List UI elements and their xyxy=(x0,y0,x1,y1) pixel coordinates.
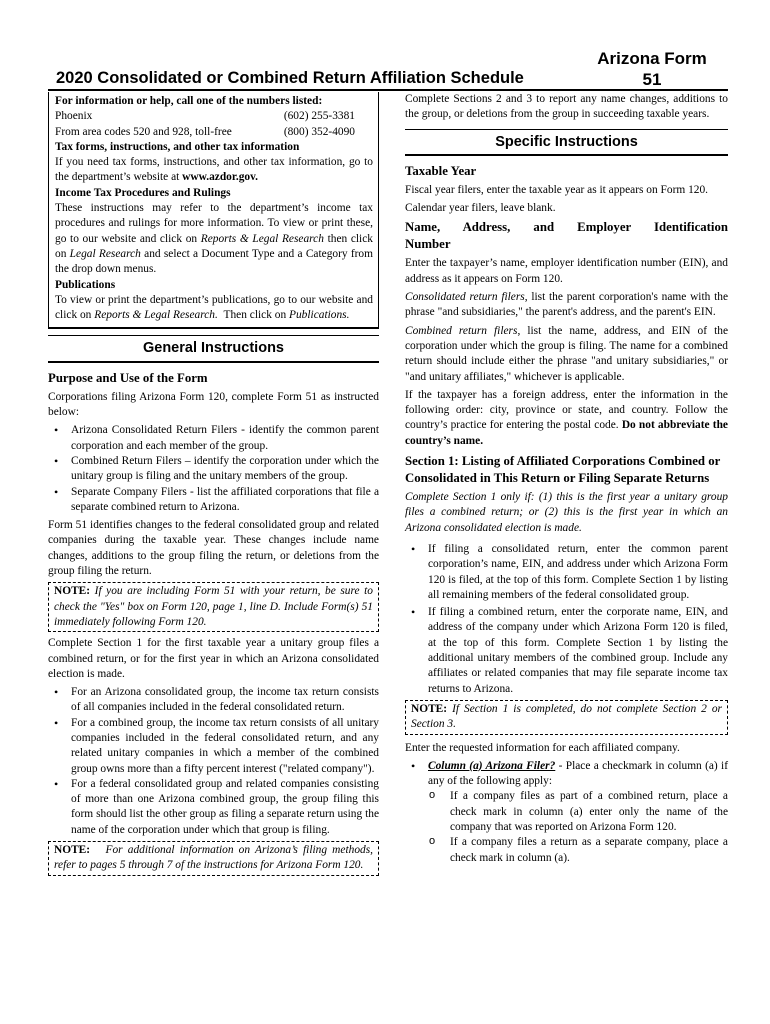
page-title: 2020 Consolidated or Combined Return Affiliation Schedule xyxy=(56,69,524,87)
form-number-line2: 51 xyxy=(642,70,662,89)
calendar-year-text: Calendar year filers, leave blank. xyxy=(405,202,556,215)
right-column xyxy=(405,92,728,869)
requested-info-text: Enter the requested information for each affiliated company. xyxy=(405,741,680,754)
rulings-text xyxy=(55,201,373,277)
note-box-section1 xyxy=(405,700,728,735)
name-address-heading-line2: Number xyxy=(405,237,451,252)
name-address-heading-line1: Name, Address, and Employer Identification xyxy=(405,220,728,235)
note-section1-body: If Section 1 is completed, do not complete Section 2 or Section 3. xyxy=(411,702,722,731)
help-heading: For information or help, call one of the numbers listed: xyxy=(55,95,323,107)
legal-research-link[interactable]: Legal Research xyxy=(69,247,141,260)
combined-filers-body: , list the name, address, and EIN of the corporation under which the group is filing. The name for a combined return should include either the phrase "and unitary subsidiaries," or "and unitary affiliates," whichever is applicable. xyxy=(405,324,728,383)
rulings-text-part2: then click on xyxy=(55,232,373,260)
phoenix-phone: (602) 255-3381 xyxy=(283,110,355,123)
pubs-text-part1: To view or print the department’s publications, go to our website and click on xyxy=(55,293,373,322)
section1-condition: Complete Section 1 only if: (1) this is the first year a unitary group files a combined return; or (2) this is the first year in which an Arizona consolidated election is made. xyxy=(405,491,728,534)
list-item: • Separate Company Filers - list the affiliated corporations that file a separate combined return to Arizona. xyxy=(48,485,379,516)
list-item: • For an Arizona consolidated group, the income tax return consists of all companies included in the federal consolidated return. xyxy=(48,685,379,716)
note-box-filing-methods xyxy=(48,841,379,876)
name-address-text: Enter the taxpayer’s name, employer identification number (EIN), and address as it appears on Form 120. xyxy=(405,257,728,285)
pubs-reports-link[interactable]: Reports & Legal Research. xyxy=(94,309,218,322)
pubs-text-part2: Then click on xyxy=(223,309,287,322)
note-include-form-text xyxy=(54,584,373,630)
list-item: o If a company files a return as a separate company, place a check mark in column (a). xyxy=(428,835,728,866)
section1-paragraph: Complete Section 1 for the first taxable year a unitary group files a combined return, or for the first year in which an Arizona consolidated election is made. xyxy=(48,637,379,680)
taxable-year-heading: Taxable Year xyxy=(405,163,477,178)
list-item: • If filing a consolidated return, enter the common parent corporation’s name, EIN, and address under which Arizona Form 120 is filed, at the top of this form. Complete Section 1 by listing all remaining members of the federal consolidated group. xyxy=(405,542,728,603)
forms-text xyxy=(55,155,373,186)
changes-paragraph: Form 51 identifies changes to the federal consolidated group and related companies during the taxable year. These changes include name changes, additions to the group filing the return, or deletions from the group filing the return. xyxy=(48,519,379,578)
info-box xyxy=(48,92,379,329)
area-code-phone: (800) 352-4090 xyxy=(283,125,355,138)
filer-type-list xyxy=(48,423,379,515)
general-instructions-heading: General Instructions xyxy=(48,335,379,362)
note-label: NOTE: xyxy=(54,585,91,598)
area-code-label: From area codes 520 and 928, toll-free xyxy=(55,125,232,138)
note-filing-methods-body: For additional information on Arizona’s filing methods, refer to pages 5 through 7 of the instructions for Arizona Form 120. xyxy=(54,844,373,872)
combined-filers-text xyxy=(405,324,728,385)
rulings-heading: Income Tax Procedures and Rulings xyxy=(55,186,231,199)
note-box-include-form xyxy=(48,582,379,632)
rulings-text-part1: These instructions may refer to the department’s income tax procedures and rulings for more information. To view or print these, go to our website and click on xyxy=(55,202,373,245)
list-item: • Combined Return Filers – identify the corporation under which the unitary group is filing and the unitary members of the group. xyxy=(48,454,379,485)
consolidated-filers-text xyxy=(405,290,728,321)
note-section1-text xyxy=(411,702,722,733)
column-a-label xyxy=(428,760,555,772)
publications-heading: Publications xyxy=(55,278,116,291)
group-type-list xyxy=(48,685,379,838)
column-instruction-list xyxy=(405,759,728,866)
left-column xyxy=(48,92,379,880)
list-item: o If a company files as part of a combined return, place a check mark in column (a) enter only the name of the company that was reported on Arizona Form 120. xyxy=(428,789,728,835)
reports-legal-research-link[interactable]: Reports & Legal Research xyxy=(200,232,324,245)
form-number-line1: Arizona Form xyxy=(597,49,707,68)
column-a-item xyxy=(405,759,728,866)
section1-instruction-list xyxy=(405,542,728,697)
fiscal-year-text: Fiscal year filers, enter the taxable year as it appears on Form 120. xyxy=(405,183,709,196)
list-item: • Arizona Consolidated Return Filers - identify the common parent corporation and each member of the group. xyxy=(48,423,379,454)
specific-instructions-heading: Specific Instructions xyxy=(405,129,728,156)
note-label: NOTE: xyxy=(54,844,91,857)
website-link[interactable]: www.azdor.gov. xyxy=(182,171,259,184)
list-item: • For a combined group, the income tax return consists of all unitary companies included in the federal consolidated return, and any related unitary companies in which a member of the combined group owns more than a fifty percent interest ("related company"). xyxy=(48,716,379,777)
list-item: • For a federal consolidated group and related companies consisting of more than one Arizona combined group, the group filing this form should list the other group as filing a separate return using the name of the corporation under which that group is filing. xyxy=(48,777,379,838)
rulings-text-part3: and select a Document Type and a Category from the drop down menus. xyxy=(55,247,373,276)
note-include-form-body: If you are including Form 51 with your return, be sure to check the "Yes" box on Form 120, page 1, line D. Include Form(s) 51 immediately following Form 120. xyxy=(54,585,373,628)
publications-text xyxy=(55,293,373,324)
title-divider xyxy=(48,89,728,91)
phoenix-row xyxy=(55,109,373,124)
section1-heading: Section 1: Listing of Affiliated Corporations Combined or Consolidated in This Return or Filing Separate Returns xyxy=(405,454,721,486)
combined-filers-label: Combined return filers xyxy=(405,324,518,337)
column-a-text: - Place a checkmark in column (a) if any of the following apply: xyxy=(428,759,729,788)
forms-description: If you need tax forms, instructions, and other tax information, go to the department’s website at xyxy=(55,156,373,184)
column-a-intro xyxy=(428,760,728,787)
list-item: • If filing a combined return, enter the corporate name, EIN, and address of the company under which Arizona Form 120 is filed, at the top of this form. Complete Section 1 by listing the additional unitary members of the combined group. Include any affiliates or related companies that may file separate income tax returns to Arizona. xyxy=(405,605,728,697)
note-label: NOTE: xyxy=(411,702,448,715)
area-code-row xyxy=(55,125,373,140)
purpose-heading: Purpose and Use of the Form xyxy=(48,370,208,385)
column-a-label-text: Column (a) Arizona Filer? xyxy=(428,759,556,772)
consolidated-filers-label: Consolidated return filers xyxy=(405,291,525,304)
purpose-intro: Corporations filing Arizona Form 120, complete Form 51 as instructed below: xyxy=(48,390,379,419)
foreign-address-body: If the taxpayer has a foreign address, enter the information in the following order: city, province or state, and country. Follow the country’s practice for entering the postal code. xyxy=(405,388,728,432)
foreign-address-emphasis: Do not abbreviate the country’s name. xyxy=(405,419,728,447)
sections-2-3-paragraph: Complete Sections 2 and 3 to report any name changes, additions to the group, or deletions from the group in succeeding taxable years. xyxy=(405,93,728,121)
note-filing-methods-text xyxy=(54,843,373,874)
foreign-address-text xyxy=(405,388,728,449)
publications-link[interactable]: Publications. xyxy=(289,309,350,322)
consolidated-filers-body: , list the parent corporation's name with the phrase "and subsidiaries," the parent's address, and the parent's EIN. xyxy=(405,291,728,319)
forms-heading: Tax forms, instructions, and other tax information xyxy=(55,140,300,153)
column-a-sublist xyxy=(428,789,728,865)
phoenix-label: Phoenix xyxy=(55,110,93,123)
form-number xyxy=(592,48,712,90)
